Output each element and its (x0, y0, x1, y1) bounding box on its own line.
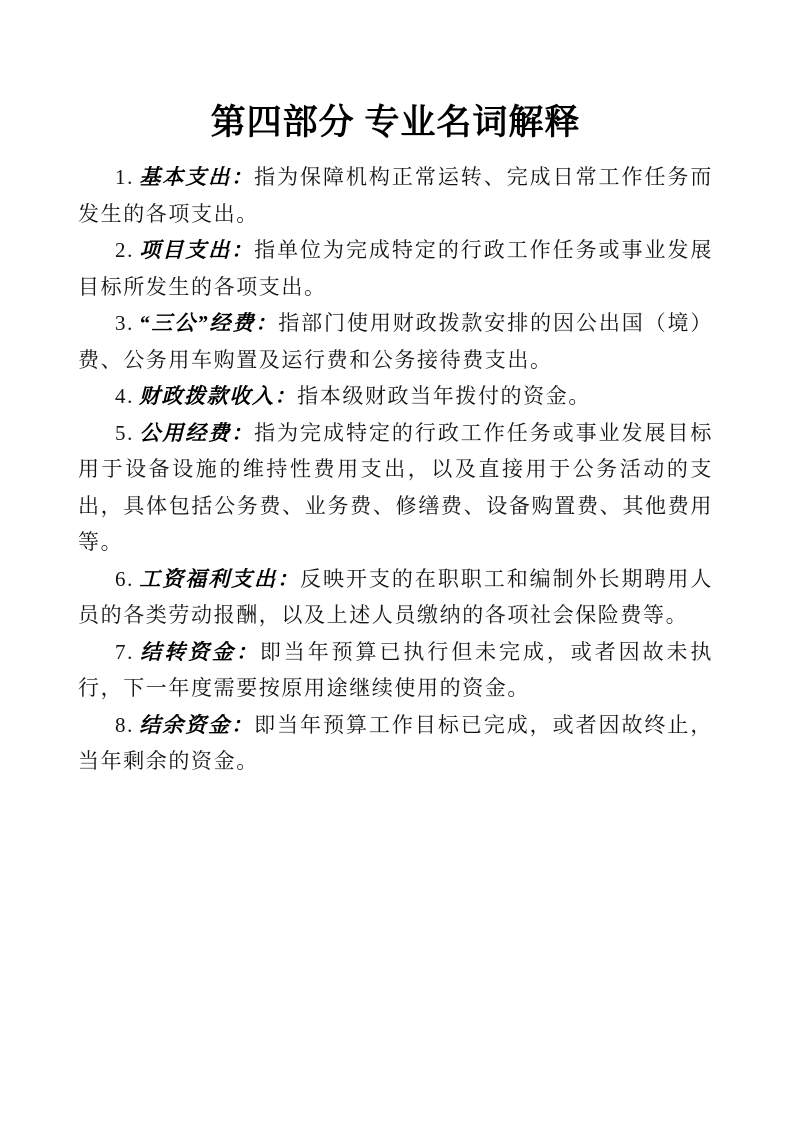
term-label: 基本支出： (138, 165, 255, 189)
term-label: 公用经费： (138, 420, 255, 445)
term-paragraph (78, 415, 713, 561)
term-definition: 即当年预算工作目标已完成，或者因故终止，当年剩余的资金。 (78, 712, 713, 773)
term-definition: 指本级财政当年拨付的资金。 (297, 384, 591, 408)
term-paragraph (78, 561, 713, 634)
term-number: 4. (115, 384, 134, 408)
term-number: 8. (115, 712, 134, 737)
term-number: 1. (115, 165, 134, 189)
term-paragraph (78, 378, 713, 415)
term-paragraph (78, 305, 713, 378)
term-definition: 指单位为完成特定的行政工作任务或事业发展目标所发生的各项支出。 (78, 238, 713, 299)
term-label: 结转资金： (138, 639, 260, 664)
term-label: 工资福利支出： (138, 566, 301, 591)
term-definition: 反映开支的在职职工和编制外长期聘用人员的各类劳动报酬，以及上述人员缴纳的各项社会保险费等。 (78, 566, 713, 627)
term-definition: 指为完成特定的行政工作任务或事业发展目标用于设备设施的维持性费用支出，以及直接用于公务活动的支出，具体包括公务费、业务费、修缮费、设备购置费、其他费用等。 (78, 420, 713, 554)
term-number: 2. (115, 238, 134, 262)
term-number: 3. (115, 311, 134, 335)
term-paragraph (78, 159, 713, 232)
term-definition: 指部门使用财政拨款安排的因公出国（境）费、公务用车购置及运行费和公务接待费支出。 (78, 311, 714, 372)
term-definition: 即当年预算已执行但未完成，或者因故未执行，下一年度需要按原用途继续使用的资金。 (78, 639, 714, 700)
term-paragraph (78, 232, 713, 305)
term-label: 结余资金： (138, 712, 255, 737)
term-number: 6. (115, 566, 134, 591)
term-label: 项目支出： (138, 238, 255, 262)
page-title: 第四部分 专业名词解释 (210, 103, 581, 142)
term-definition: 指为保障机构正常运转、完成日常工作任务而发生的各项支出。 (78, 165, 713, 226)
term-number: 7. (115, 639, 134, 664)
term-label: “三公”经费： (138, 311, 279, 335)
term-paragraph (78, 707, 713, 780)
term-label: 财政拨款收入： (138, 384, 298, 408)
term-paragraph (78, 634, 713, 707)
term-number: 5. (115, 420, 134, 445)
